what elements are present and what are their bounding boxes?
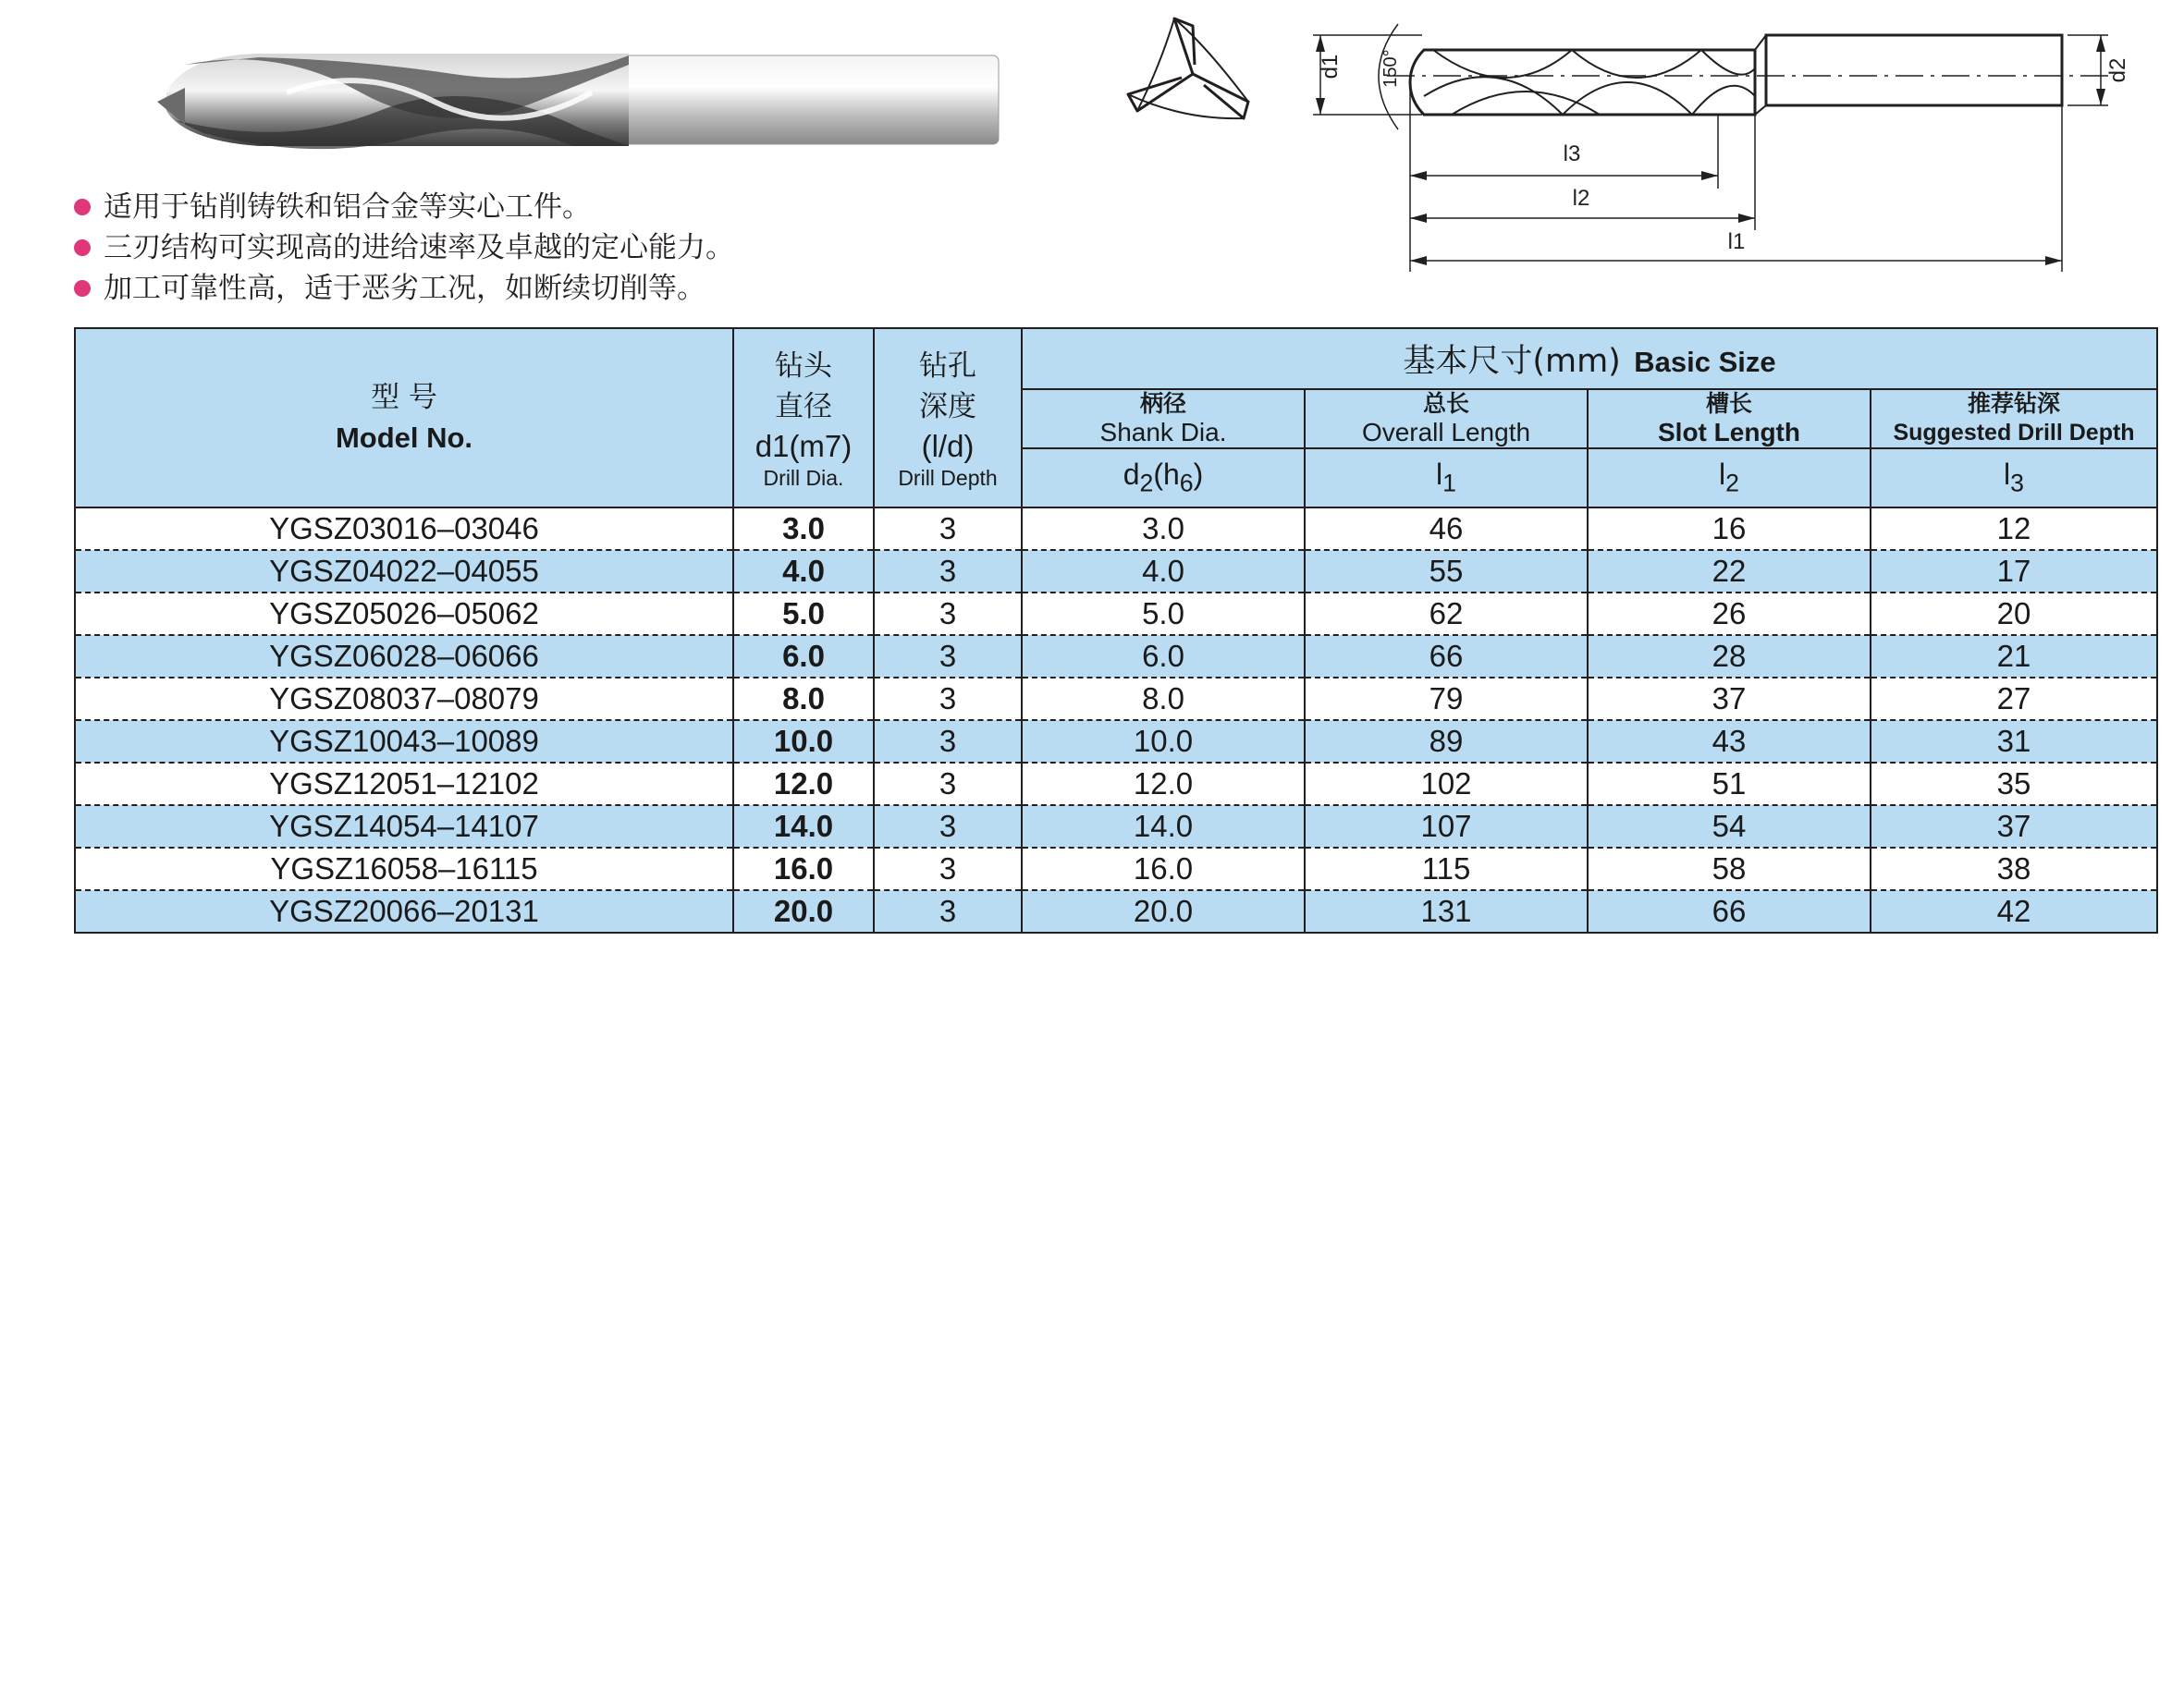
cell-overall-length: 66: [1305, 635, 1588, 678]
drill-end-view: [1119, 9, 1267, 139]
cell-drill-depth: 3: [874, 805, 1022, 848]
table-row: [75, 593, 2157, 635]
label-d1: d1: [1318, 54, 1343, 79]
cell-model: YGSZ08037–08079: [75, 678, 733, 720]
label-d2: d2: [2105, 57, 2130, 83]
cell-model: YGSZ16058–16115: [75, 848, 733, 890]
cell-overall-length: 46: [1305, 507, 1588, 550]
cell-drill-dia: 16.0: [733, 848, 874, 890]
header-sym-l2: $l_2$: [1588, 448, 1871, 507]
header-sym-l1: $l_1$: [1305, 448, 1588, 507]
header-model: 型 号 Model No.: [75, 328, 733, 507]
cell-suggested-depth: 42: [1871, 890, 2157, 933]
label-angle: 150°: [1380, 49, 1401, 88]
spec-table: [74, 327, 2158, 934]
cell-slot-length: 51: [1588, 763, 1871, 805]
cell-drill-depth: 3: [874, 720, 1022, 763]
cell-model: YGSZ14054–14107: [75, 805, 733, 848]
label-l1: l1: [1727, 229, 1746, 254]
cell-overall-length: 131: [1305, 890, 1588, 933]
cell-slot-length: 66: [1588, 890, 1871, 933]
cell-drill-depth: 3: [874, 550, 1022, 593]
cell-slot-length: 54: [1588, 805, 1871, 848]
cell-slot-length: 37: [1588, 678, 1871, 720]
header-sym-l3: $l_3$: [1871, 448, 2157, 507]
cell-drill-dia: 6.0: [733, 635, 874, 678]
bullet-dot: [74, 199, 91, 215]
cell-model: YGSZ04022–04055: [75, 550, 733, 593]
cell-suggested-depth: 37: [1871, 805, 2157, 848]
bullet-dot: [74, 280, 91, 297]
feature-item: 适用于钻削铸铁和铝合金等实心工件。: [72, 187, 734, 227]
bullet-dot: [74, 239, 91, 256]
cell-model: YGSZ10043–10089: [75, 720, 733, 763]
cell-drill-depth: 3: [874, 890, 1022, 933]
table-row: [75, 507, 2157, 550]
cell-model: YGSZ20066–20131: [75, 890, 733, 933]
cell-suggested-depth: 20: [1871, 593, 2157, 635]
feature-list: [72, 187, 734, 309]
cell-suggested-depth: 12: [1871, 507, 2157, 550]
header-slot-length: 槽长 Slot Length: [1588, 389, 1871, 448]
drill-photo: [148, 37, 1008, 157]
cell-slot-length: 58: [1588, 848, 1871, 890]
cell-shank-dia: 12.0: [1022, 763, 1305, 805]
header-overall-length: 总长 Overall Length: [1305, 389, 1588, 448]
cell-suggested-depth: 21: [1871, 635, 2157, 678]
cell-overall-length: 55: [1305, 550, 1588, 593]
cell-suggested-depth: 17: [1871, 550, 2157, 593]
cell-shank-dia: 16.0: [1022, 848, 1305, 890]
cell-suggested-depth: 38: [1871, 848, 2157, 890]
cell-overall-length: 79: [1305, 678, 1588, 720]
cell-model: YGSZ12051–12102: [75, 763, 733, 805]
cell-slot-length: 43: [1588, 720, 1871, 763]
label-l3: l3: [1563, 141, 1581, 166]
cell-slot-length: 28: [1588, 635, 1871, 678]
label-l2: l2: [1572, 186, 1590, 211]
cell-overall-length: 62: [1305, 593, 1588, 635]
table-row: [75, 848, 2157, 890]
table-row: [75, 890, 2157, 933]
header-suggested-depth: 推荐钻深 Suggested Drill Depth: [1871, 389, 2157, 448]
table-row: [75, 805, 2157, 848]
cell-slot-length: 16: [1588, 507, 1871, 550]
cell-shank-dia: 4.0: [1022, 550, 1305, 593]
cell-overall-length: 115: [1305, 848, 1588, 890]
cell-shank-dia: 5.0: [1022, 593, 1305, 635]
cell-drill-dia: 20.0: [733, 890, 874, 933]
cell-model: YGSZ06028–06066: [75, 635, 733, 678]
cell-shank-dia: 14.0: [1022, 805, 1305, 848]
header-drill-dia: 钻头 直径 d1(m7) Drill Dia.: [733, 328, 874, 507]
cell-slot-length: 22: [1588, 550, 1871, 593]
cell-shank-dia: 10.0: [1022, 720, 1305, 763]
drill-dimension-diagram: [1294, 13, 2130, 281]
cell-drill-depth: 3: [874, 678, 1022, 720]
cell-drill-dia: 5.0: [733, 593, 874, 635]
table-row: [75, 678, 2157, 720]
cell-drill-depth: 3: [874, 635, 1022, 678]
cell-drill-dia: 3.0: [733, 507, 874, 550]
cell-model: YGSZ05026–05062: [75, 593, 733, 635]
feature-item: 三刃结构可实现高的进给速率及卓越的定心能力。: [72, 227, 734, 268]
header-basic-size: 基本尺寸(mm) Basic Size: [1022, 328, 2157, 389]
cell-drill-depth: 3: [874, 507, 1022, 550]
feature-item: 加工可靠性高，适于恶劣工况，如断续切削等。: [72, 268, 734, 309]
cell-drill-dia: 4.0: [733, 550, 874, 593]
cell-drill-depth: 3: [874, 763, 1022, 805]
cell-overall-length: 89: [1305, 720, 1588, 763]
cell-slot-length: 26: [1588, 593, 1871, 635]
table-row: [75, 720, 2157, 763]
table-row: [75, 635, 2157, 678]
cell-shank-dia: 8.0: [1022, 678, 1305, 720]
table-row: [75, 550, 2157, 593]
header-drill-depth: 钻孔 深度 (l/d) Drill Depth: [874, 328, 1022, 507]
cell-shank-dia: 6.0: [1022, 635, 1305, 678]
cell-drill-dia: 14.0: [733, 805, 874, 848]
cell-overall-length: 102: [1305, 763, 1588, 805]
cell-suggested-depth: 27: [1871, 678, 2157, 720]
cell-drill-dia: 10.0: [733, 720, 874, 763]
header-sym-d2: $d_2(h_6)$: [1022, 448, 1305, 507]
cell-drill-depth: 3: [874, 848, 1022, 890]
cell-drill-dia: 12.0: [733, 763, 874, 805]
cell-suggested-depth: 35: [1871, 763, 2157, 805]
header-shank-dia: 柄径 Shank Dia.: [1022, 389, 1305, 448]
cell-overall-length: 107: [1305, 805, 1588, 848]
cell-drill-dia: 8.0: [733, 678, 874, 720]
cell-model: YGSZ03016–03046: [75, 507, 733, 550]
cell-suggested-depth: 31: [1871, 720, 2157, 763]
cell-shank-dia: 3.0: [1022, 507, 1305, 550]
cell-drill-depth: 3: [874, 593, 1022, 635]
cell-shank-dia: 20.0: [1022, 890, 1305, 933]
table-row: [75, 763, 2157, 805]
